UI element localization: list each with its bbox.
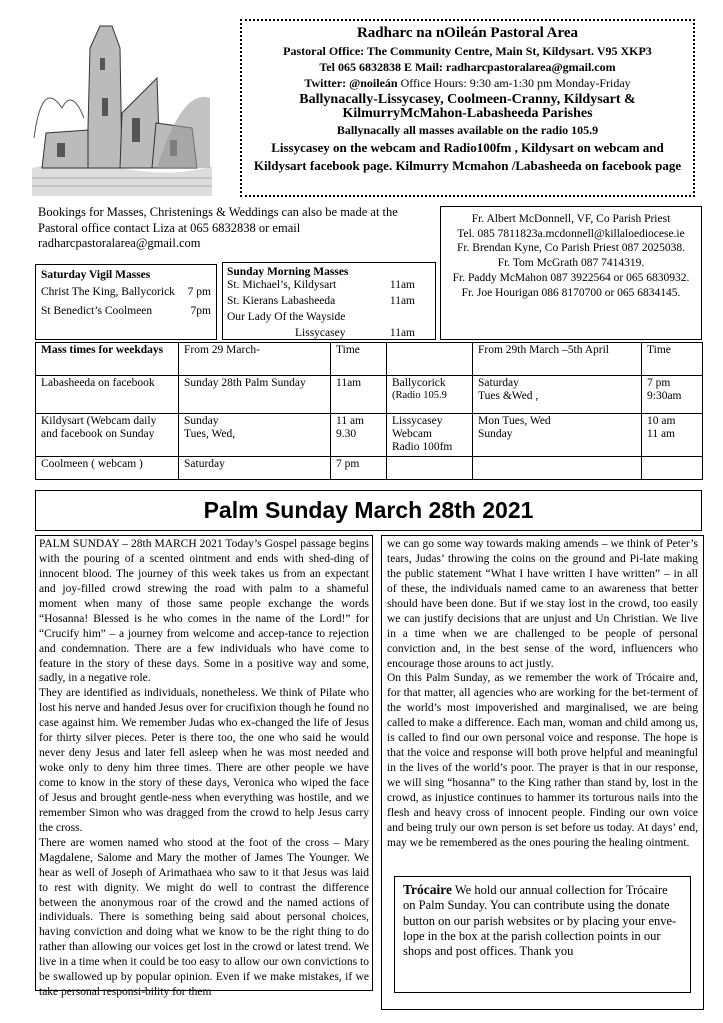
palm-sunday-title: Palm Sunday March 28th 2021 (35, 490, 702, 531)
mass-time: 11am (389, 326, 415, 339)
priest-line: Fr. Joe Hourigan 086 8170700 or 065 6834145. (461, 286, 681, 299)
mass-place: St. Kierans Labasheeda (227, 294, 336, 307)
priest-line: Fr. Paddy McMahon 087 3922564 or 065 6830932. (452, 271, 690, 284)
article-paragraph: They are identified as individuals, nonetheless. We think of Pilate who lost his nerve and handed Jesus over for crucifixion though he found no case against him. We remember Judas who ex-changed the life of Jesus for thirty silver pieces. Peter is there too, the one who said he would never deny Jesus and later fell asleep when he was most needed and woke only to deny him three times. There are other people we have come to know in the story of these days, Veronica who wiped the face of Jesus and brought gentle-ness when everything was hostile, and we remember Simon who was dragged from the crowd to help Jesus carry the cross. (39, 687, 369, 834)
mass-row (227, 326, 431, 342)
cell-line: 11 am (336, 415, 364, 427)
trocaire-text: We hold our annual collection for Trócaire on Palm Sunday. You can contribute using the donate button on our parish websites or by placing your enve-lope in the box at the parish collection points in our shops and post offices. Thank you (403, 883, 677, 959)
table-cell (642, 376, 703, 414)
table-header-cell (387, 343, 473, 376)
table-row (36, 457, 703, 480)
table-cell (387, 376, 473, 414)
pastoral-office-address: Pastoral Office: The Community Centre, Main St, Kildysart. V95 XKP3 (283, 44, 652, 58)
mass-row (41, 304, 211, 320)
priests-contact-box (440, 206, 702, 340)
table-cell: Labasheeda on facebook (36, 376, 179, 414)
table-cell: 7 pm (331, 457, 387, 480)
table-cell (473, 414, 642, 457)
table-cell: Kildysart (Webcam daily and facebook on Sunday (36, 414, 179, 457)
priest-line: Fr. Tom McGrath 087 7414319. (497, 257, 645, 270)
mass-place: St. Michael’s, Kildysart (227, 279, 337, 291)
mass-time: 11am (389, 279, 415, 291)
webcam-notice-2: Kildysart facebook page. Kilmurry Mcmahon /Labasheeda on facebook page (253, 158, 682, 173)
pastoral-area-title: Radharc na nOileán Pastoral Area (356, 25, 579, 41)
table-cell (387, 457, 473, 480)
cell-line: 7 pm (647, 377, 671, 389)
office-hours: Office Hours: 9:30 am-1:30 pm Monday-Friday (400, 76, 631, 90)
priest-line: Fr. Brendan Kyne, Co Parish Priest 087 2025038. (456, 242, 686, 255)
saturday-vigil-title: Saturday Vigil Masses (41, 269, 151, 281)
table-cell (179, 414, 331, 457)
table-header-cell: Mass times for weekdays (36, 343, 179, 376)
weekday-mass-table (35, 342, 703, 480)
parishes-list: Ballynacally-Lissycasey, Coolmeen-Cranny, Kildysart & KilmurryMcMahon-Labasheeda Parishes (299, 92, 636, 121)
cell-line: Mon Tues, Wed (478, 415, 551, 427)
table-cell (473, 376, 642, 414)
table-cell: Coolmeen ( webcam ) (36, 457, 179, 480)
office-contact: Tel 065 6832838 E Mail: radharcpastoralarea@gmail.com (319, 60, 616, 74)
webcam-notice-1: Lissycasey on the webcam and Radio100fm , Kildysart on webcam and (271, 140, 664, 155)
table-cell (473, 457, 642, 480)
booking-notice: Bookings for Masses, Christenings & Weddings can also be made at the Pastoral office contact Liza at 065 6832838 or email radharcpastoralarea@gmail.com (38, 205, 398, 251)
article-paragraph: we can go some way towards making amends – we think of Peter’s tears, Judas’ throwing the coins on the ground and Pi-late making the public statement “What I have written I have written” – in all of these, the individuals named came to an awareness that better should have been done. But if we stay lost in the crowd, too easily we can justify decisions that are unjust and Un Christian. We live in a time when we are challenged to be people of personal conviction and, in the best sense of the word, influencers who encourage those arouns to act justly. (387, 538, 698, 670)
cell-line: 9.30 (336, 428, 357, 441)
mass-row (227, 294, 431, 310)
article-column-1 (35, 535, 373, 999)
cell-line: Radio 100fm (392, 441, 453, 454)
mass-time: 7pm (190, 304, 211, 317)
cell-line: Ballycorick (392, 377, 446, 389)
article-paragraph: There are women named who stood at the foot of the cross – Mary Magdalene, Salome and Mary the mother of James The Younger. We hear as well of Joseph of Arimathaea who saw to it that Jesus was laid to rest with dignity. We might do well to contrast the difference between the anonymous roar of the crowd and the named actions of individuals. There is something being said about personal choices, having conviction and doing what we know to be the right thing to do rather than allowing our voices get lost in the crowd or latest trend. We live in a time when it could be too easy to allow our own convictions to be swallowed up by popular opinion. Even if we make mistakes, if we take personal responsi-bility for them (39, 836, 369, 999)
priest-line: Tel. 085 7811823a.mcdonnell@killaloediocese.ie (457, 227, 685, 240)
twitter-hours (242, 77, 693, 89)
radio-notice: Ballynacally all masses available on the radio 105.9 (336, 123, 599, 137)
article-paragraph: On this Palm Sunday, as we remember the work of Trócaire and, for that matter, all agencies who are working for the bet-terment of the world’s most impoverished and marginalised, we are being called to make a difference. Each man, woman and child among us, is called to find our own personal voice and response. The hope is that the voice and response will both prove helpful and meaningful in the lives of the world’s poor. The prayer is that in our response, we will sing “hosanna” to the King rather than stand by, lost in the crowd, as injustice continues to hammer its torturous nails into the flesh and heavy cross of innocent people. Finding our own voice and being truly our own person is set before us today. At days’ end, may we be remembered as the ones pouring the healing ointment. (387, 672, 698, 849)
table-cell: Saturday (179, 457, 331, 480)
cell-line: Tues &Wed , (478, 390, 539, 403)
mass-time: 7 pm (187, 286, 211, 298)
article-paragraph: PALM SUNDAY – 28th MARCH 2021 Today’s Gospel passage begins with the pouring of a scented ointment and ends with shed-ding of innocent blood. The journey of this week takes us from an expectant and joy-filled crowd strewing the road with palm to a shameful moment when many of those same people exchange the words “Hosanna! Blessed is he who comes in the name of the Lord!” for “Crucify him” – a journey from welcome and accep-tance to rejection and condemnation. There are a few individuals who have come to feature in the story of these days. Some in a positive way and some, sadly, in a negative role. (39, 538, 369, 685)
cell-line: 10 am (647, 415, 676, 427)
trocaire-notice (394, 876, 691, 993)
mass-time: 11am (389, 294, 415, 307)
twitter-handle: Twitter: @noileán (304, 76, 398, 90)
cell-line: 9:30am (647, 390, 682, 403)
trocaire-title: Trócaire (403, 882, 452, 897)
cell-line: Webcam (392, 428, 432, 441)
mass-row (41, 285, 211, 301)
table-header-cell: Time (331, 343, 387, 376)
pastoral-area-header (240, 19, 695, 197)
mass-place: Our Lady Of the Wayside (227, 310, 346, 323)
table-cell (387, 414, 473, 457)
priest-line: Fr. Albert McDonnell, VF, Co Parish Priest (471, 213, 671, 225)
table-header-cell: From 29th March –5th April (473, 343, 642, 376)
table-row (36, 414, 703, 457)
cell-line: Sunday (184, 415, 219, 427)
cell-line: Tues, Wed, (184, 428, 236, 441)
sunday-masses-title: Sunday Morning Masses (227, 266, 349, 278)
table-header-cell: From 29 March- (179, 343, 331, 376)
mass-row (227, 310, 431, 326)
cell-line: 11 am (647, 428, 675, 441)
table-cell (642, 457, 703, 480)
church-ruin-illustration (32, 18, 212, 196)
mass-row (227, 278, 431, 294)
mass-place: Christ The King, Ballycorick (41, 286, 175, 298)
cell-line: Saturday (478, 377, 519, 389)
table-cell (331, 414, 387, 457)
table-cell (642, 414, 703, 457)
table-row (36, 376, 703, 414)
saturday-vigil-box (35, 264, 217, 340)
table-cell: 11am (331, 376, 387, 414)
table-header-row (36, 343, 703, 376)
table-header-cell: Time (642, 343, 703, 376)
cell-line: Sunday (478, 428, 513, 441)
mass-place: Lissycasey (295, 326, 346, 339)
table-cell: Sunday 28th Palm Sunday (179, 376, 331, 414)
mass-place: St Benedict’s Coolmeen (41, 304, 153, 317)
sunday-masses-box (222, 262, 436, 340)
cell-line: (Radio 105.9 (392, 390, 447, 402)
cell-line: Lissycasey (392, 415, 443, 427)
